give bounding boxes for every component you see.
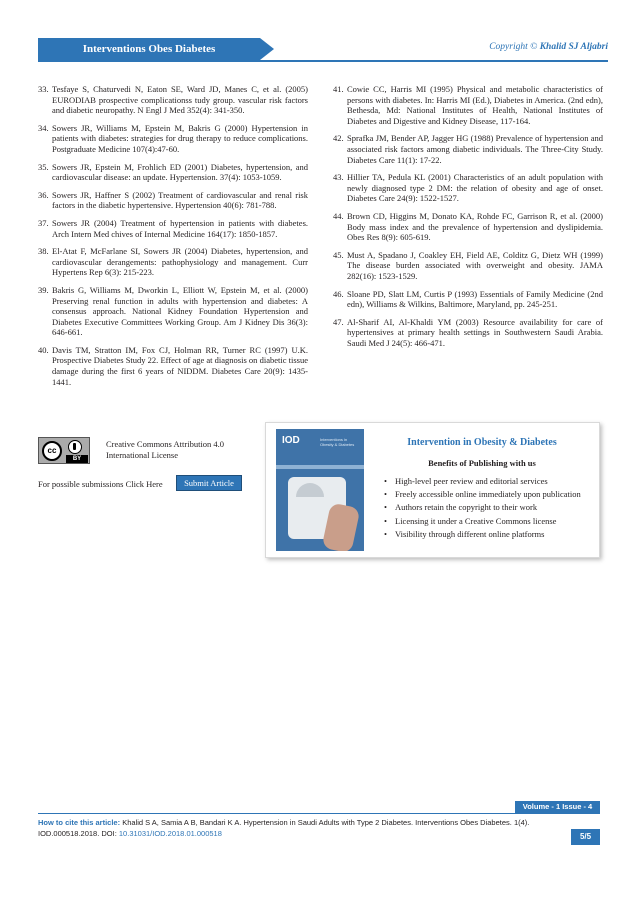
banner-arrow (260, 38, 274, 60)
reference-item (333, 211, 603, 243)
journal-title: Interventions Obes Diabetes (82, 43, 216, 55)
reference-item (38, 84, 308, 116)
benefit-item: • Licensing it under a Creative Commons license (384, 515, 581, 528)
reference-text: Sowers JR (2004) Treatment of hypertension in patients with diabetes. Arch Intern Med chives of Internal Medicine 164(17): 1850-1857. (52, 217, 308, 239)
reference-text: Hillier TA, Pedula KL (2001) Characteristics of an adult population with newly diagnosed type 2 DM: the relation of obesity and age of onset. Diabetes Care 24(9): 1522-1527. (347, 172, 603, 204)
reference-number: 34. (38, 122, 49, 133)
cover-stripe (276, 465, 364, 469)
by-label: BY (66, 455, 88, 463)
reference-number: 46. (333, 288, 344, 299)
reference-item (333, 317, 603, 349)
reference-item (38, 162, 308, 183)
reference-text: Sowers JR, Epstein M, Frohlich ED (2001) Diabetes, hypertension, and cardiovascular disease: an update. Hypertension. 37(4): 1053-1059. (52, 161, 308, 183)
reference-number: 39. (38, 284, 49, 295)
reference-number: 33. (38, 84, 49, 94)
copyright-prefix: Copyright © (489, 42, 538, 52)
journal-cover-image (276, 429, 364, 551)
cc-by-license-icon[interactable] (38, 437, 90, 464)
cc-icon: cc (42, 441, 62, 461)
reference-item (333, 133, 603, 165)
reference-text: Tesfaye S, Chaturvedi N, Eaton SE, Ward JD, Manes C, et al. (2005) EURODIAB prospective complicationss tudy group. vascular risk factors and diabetic neuropathy. N Engl J Med 352(4): 341-350. (52, 84, 308, 116)
reference-text: Davis TM, Stratton IM, Fox CJ, Holman RR, Turner RC (1997) U.K. Prospective Diabetes Study 22. Effect of age at diagnosis on diabetic tissue damage during the first 6 years of NIDDM. Diabetes Care 20(9): 1435-1441. (52, 344, 308, 387)
doi-link[interactable]: 10.31031/IOD.2018.01.000518 (118, 829, 222, 838)
reference-number: 35. (38, 161, 49, 172)
reference-number: 47. (333, 316, 344, 327)
references-right-column (333, 84, 603, 355)
reference-item (333, 289, 603, 310)
volume-issue-badge: Volume - 1 Issue - 4 (515, 801, 600, 813)
page-number: 5/5 (571, 829, 600, 845)
benefit-item: • Freely accessible online immediately upon publication (384, 488, 581, 501)
reference-item (38, 190, 308, 211)
reference-text: Sowers JR, Haffner S (2002) Treatment of cardiovascular and renal risk factors in the diabetic hypertensive. Hypertension 40(6): 781-788. (52, 189, 308, 211)
reference-text: El-Atat F, McFarlane SI, Sowers JR (2004) Diabetes, hypertension, and cardiovascular derangements: pathophysiology and management. Curr Hypertens Rep 6(3): 215-223. (52, 246, 308, 278)
reference-number: 37. (38, 217, 49, 228)
submit-article-button[interactable]: Submit Article (176, 475, 242, 491)
cover-subtitle: Interventions in Obesity & Diabetes (320, 437, 355, 447)
page-header (38, 38, 608, 60)
reference-number: 45. (333, 249, 344, 260)
citation (38, 817, 558, 839)
references-left-column (38, 84, 308, 394)
benefit-item: • Visibility through different online platforms (384, 528, 581, 541)
reference-text: Brown CD, Higgins M, Donato KA, Rohde FC, Garrison R, et al. (2000) Body mass index and the prevalence of hypertension and dyslipidemia. Obes Res 8(9): 605-619. (347, 210, 603, 243)
reference-item (38, 285, 308, 338)
benefits-list (384, 475, 581, 541)
reference-item (333, 84, 603, 126)
reference-number: 41. (333, 84, 344, 94)
attribution-person-icon (68, 440, 82, 454)
reference-item (38, 345, 308, 387)
citation-text: Khalid S A, Samia A B, Bandari K A. Hypertension in Saudi Adults with Type 2 Diabetes. Interventions Obes Diabetes. 1(4). IOD.000518.2018. DOI: (38, 818, 530, 838)
reference-item (38, 218, 308, 239)
reference-item (333, 172, 603, 204)
cover-title: IOD (282, 435, 300, 446)
reference-number: 42. (333, 133, 344, 144)
reference-text: Cowie CC, Harris MI (1995) Physical and metabolic characteristics of persons with diabetes. In: Harris MI (Ed.), Diabetes in America. (2nd edn), Bethesda, Md: National Institutes of Health, National Institutes of Diabetes and Digestive and Kidney Disease, 117-164. (347, 84, 603, 126)
benefit-item: • Authors retain the copyright to their work (384, 501, 581, 514)
header-rule (38, 60, 608, 62)
reference-number: 44. (333, 210, 344, 221)
benefits-heading: Benefits of Publishing with us (428, 458, 536, 468)
reference-text: Sowers JR, Williams M, Epstein M, Bakris G (2000) Hypertension in patients with diabetes: strategies for drug therapy to reduce complications. Postgraduate Medicine 107(4):47-60. (52, 122, 308, 154)
citation-label: How to cite this article: (38, 818, 121, 827)
copyright-author: Khalid SJ Aljabri (539, 42, 608, 52)
footer-rule (38, 813, 600, 814)
license-text: Creative Commons Attribution 4.0 International License (106, 439, 225, 460)
reference-text: Bakris G, Williams M, Dworkin L, Elliott W, Epstein M, et al. (2000) Preserving renal function in adults with hypertension and diabetes: A consensus approach. National Kidney Foundation Hypertension and Diabetes Executive Committees Working Group. Am J Kidney Dis 36(3): 646-661. (52, 284, 308, 338)
submission-prompt: For possible submissions Click Here (38, 479, 163, 489)
reference-number: 36. (38, 189, 49, 200)
benefit-item: • High-level peer review and editorial services (384, 475, 581, 488)
reference-number: 40. (38, 344, 49, 355)
promo-title: Intervention in Obesity & Diabetes (407, 437, 557, 448)
reference-item (38, 246, 308, 278)
reference-text: Al-Sharif AI, Al-Khaldi YM (2003) Resource availability for care of hypertensives at primary health settings in Southwestern Saudi Arabia. Saudi Med J 24(5): 466-471. (347, 316, 603, 348)
reference-item (38, 123, 308, 155)
journal-promo-box[interactable] (265, 422, 600, 558)
copyright-notice (489, 42, 608, 52)
reference-number: 43. (333, 172, 344, 183)
reference-item (333, 250, 603, 282)
reference-text: Must A, Spadano J, Coakley EH, Field AE, Colditz G, Dietz WH (1999) The disease burden associated with overweight and obesity. JAMA 282(16): 1523-1529. (347, 249, 603, 281)
reference-text: Sprafka JM, Bender AP, Jagger HG (1988) Prevalence of hypertension and associated risk factors among diabetic individuals. The Three-City Study. Diabetes Care 11(1): 17-22. (347, 133, 603, 165)
reference-number: 38. (38, 246, 49, 257)
reference-text: Sloane PD, Slatt LM, Curtis P (1993) Essentials of Family Medicine (2nd edn), Williams & Wilkins, Baltimore, Maryland, pp. 245-251. (347, 288, 603, 310)
